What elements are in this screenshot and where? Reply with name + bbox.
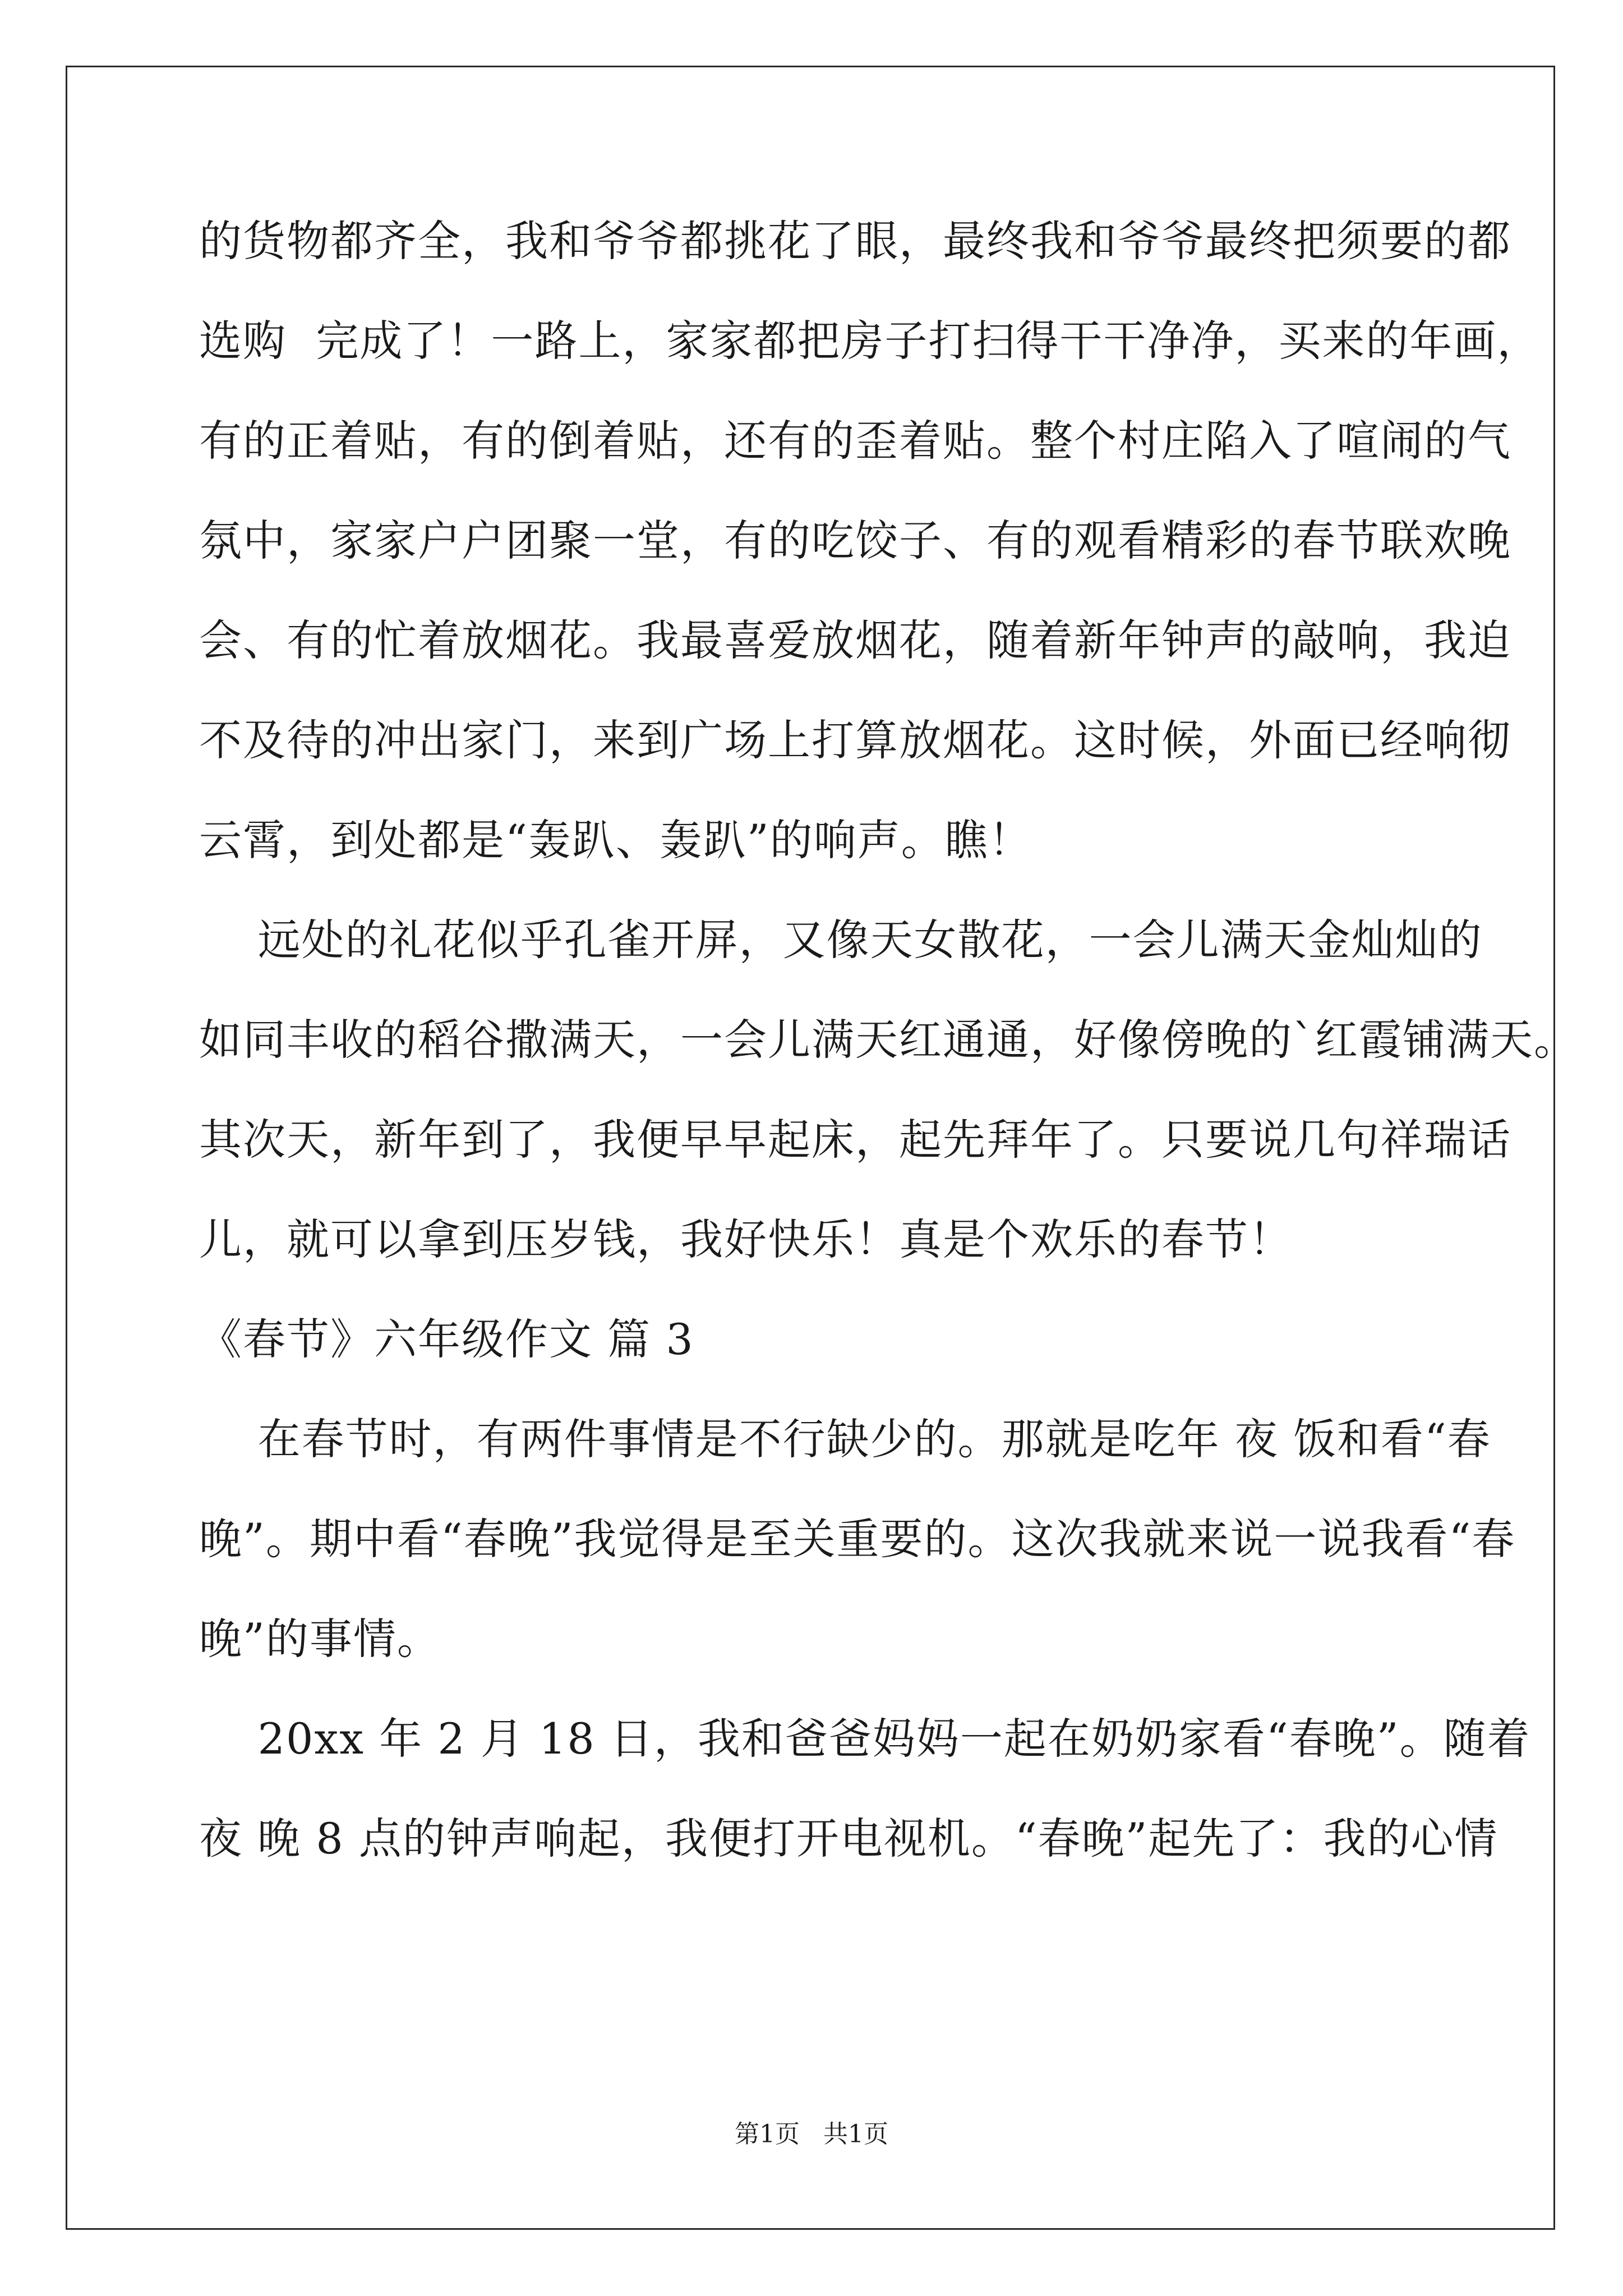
text-line: 儿，就可以拿到压岁钱，我好快乐！真是个欢乐的春节！ [199, 1214, 1293, 1264]
text-line: 选购 完成了！一路上，家家都把房子打扫得干干净净，买来的年画， [199, 316, 1541, 366]
text-line: 会、有的忙着放烟花。我最喜爱放烟花，随着新年钟声的敲响，我迫 [199, 615, 1511, 665]
text-line: 夜 晚 8 点的钟声响起，我便打开电视机。“春晚”起先了：我的心情 [199, 1814, 1498, 1864]
text-line: 其次天，新年到了，我便早早起床，起先拜年了。只要说几句祥瑞话 [199, 1115, 1511, 1165]
text-line: 云霄，到处都是“轰趴、轰趴”的响声。瞧！ [199, 815, 1032, 865]
text-line: 晚”。期中看“春晚”我觉得是至关重要的。这次我就来说一说我看“春 [199, 1514, 1516, 1564]
text-line: 在春节时，有两件事情是不行缺少的。那就是吃年 夜 饭和看“春 [199, 1414, 1491, 1464]
text-line: 的货物都齐全，我和爷爷都挑花了眼，最终我和爷爷最终把须要的都 [199, 216, 1511, 266]
text-line: 如同丰收的稻谷撒满天，一会儿满天红通通，好像傍晚的`红霞铺满天。 [199, 1015, 1578, 1065]
text-line: 氛中，家家户户团聚一堂，有的吃饺子、有的观看精彩的春节联欢晚 [199, 516, 1511, 565]
text-line: 远处的礼花似乎孔雀开屏，又像天女散花，一会儿满天金灿灿的 [199, 915, 1483, 965]
text-line: 晚”的事情。 [199, 1614, 441, 1664]
text-line: 有的正着贴，有的倒着贴，还有的歪着贴。整个村庄陷入了喧闹的气 [199, 416, 1511, 466]
text-line: 不及待的冲出家门，来到广场上打算放烟花。这时候，外面已经响彻 [199, 715, 1511, 765]
document-body [199, 213, 1578, 1867]
page-footer: 第1页 共1页 [735, 2120, 888, 2148]
section-heading: 《春节》六年级作文 篇 3 [199, 1314, 694, 1364]
text-line: 20xx 年 2 月 18 日，我和爸爸妈妈一起在奶奶家看“春晚”。随着 [199, 1714, 1531, 1764]
